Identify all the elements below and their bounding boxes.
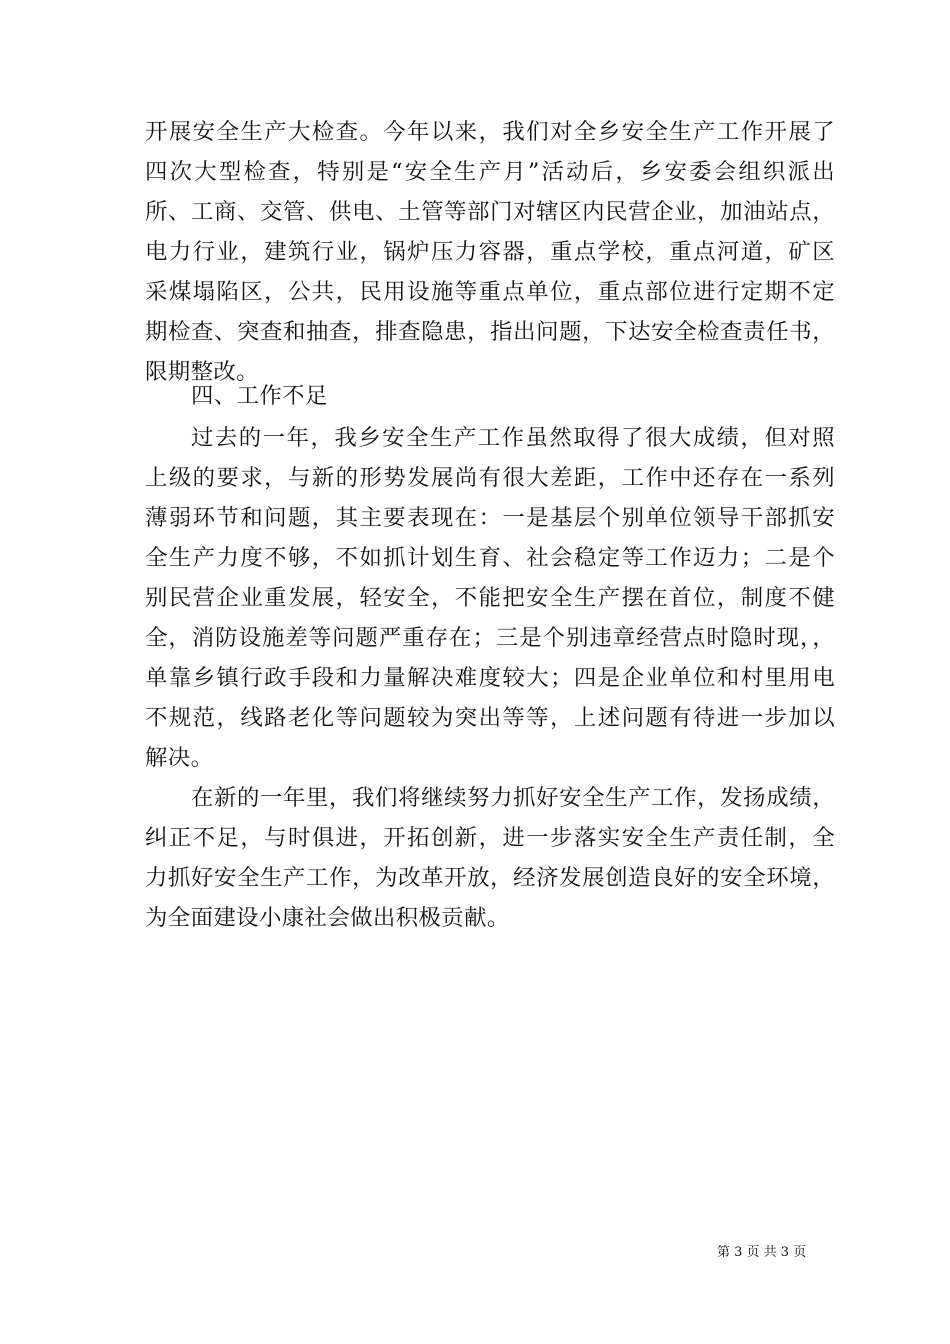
body-text-line: 上级的要求，与新的形势发展尚有很大差距，工作中还存在一系列 xyxy=(145,465,835,491)
body-text-line: 纠正不足，与时俱进，开拓创新，进一步落实安全生产责任制，全 xyxy=(145,825,835,851)
body-text-line: 不规范，线路老化等问题较为突出等等，上述问题有待进一步加以 xyxy=(145,705,835,731)
body-text-line: 采煤塌陷区，公共，民用设施等重点单位，重点部位进行定期不定 xyxy=(145,279,835,305)
body-text-line: 解决。 xyxy=(145,745,214,771)
body-text-line: 在新的一年里，我们将继续努力抓好安全生产工作，发扬成绩， xyxy=(191,785,835,811)
body-text-line: 四次大型检查，特别是“安全生产月”活动后，乡安委会组织派出 xyxy=(145,159,835,185)
body-text-line: 开展安全生产大检查。今年以来，我们对全乡安全生产工作开展了 xyxy=(145,119,835,145)
section-heading: 四、工作不足 xyxy=(191,383,328,409)
body-text-line: 薄弱环节和问题，其主要表现在：一是基层个别单位领导干部抓安 xyxy=(145,505,835,531)
body-text-line: 所、工商、交管、供电、土管等部门对辖区内民营企业，加油站点， xyxy=(145,199,835,225)
body-text-line: 过去的一年，我乡安全生产工作虽然取得了很大成绩，但对照 xyxy=(191,425,835,451)
body-text-line: 全，消防设施差等问题严重存在；三是个别违章经营点时隐时现，， xyxy=(145,625,835,651)
body-text-line: 限期整改。 xyxy=(145,359,259,385)
body-text-line: 别民营企业重发展，轻安全，不能把安全生产摆在首位，制度不健 xyxy=(145,585,835,611)
body-text-line: 期检查、突查和抽查，排查隐患，指出问题，下达安全检查责任书， xyxy=(145,319,835,345)
body-text-line: 为全面建设小康社会做出积极贡献。 xyxy=(145,905,510,931)
body-text-line: 单靠乡镇行政手段和力量解决难度较大；四是企业单位和村里用电 xyxy=(145,665,835,691)
page-number: 第 3 页 共 3 页 xyxy=(717,1245,807,1260)
body-text-line: 全生产力度不够，不如抓计划生育、社会稳定等工作迈力；二是个 xyxy=(145,545,835,571)
body-text-line: 电力行业，建筑行业，锅炉压力容器，重点学校，重点河道，矿区 xyxy=(145,239,835,265)
body-text-line: 力抓好安全生产工作，为改革开放，经济发展创造良好的安全环境， xyxy=(145,865,835,891)
